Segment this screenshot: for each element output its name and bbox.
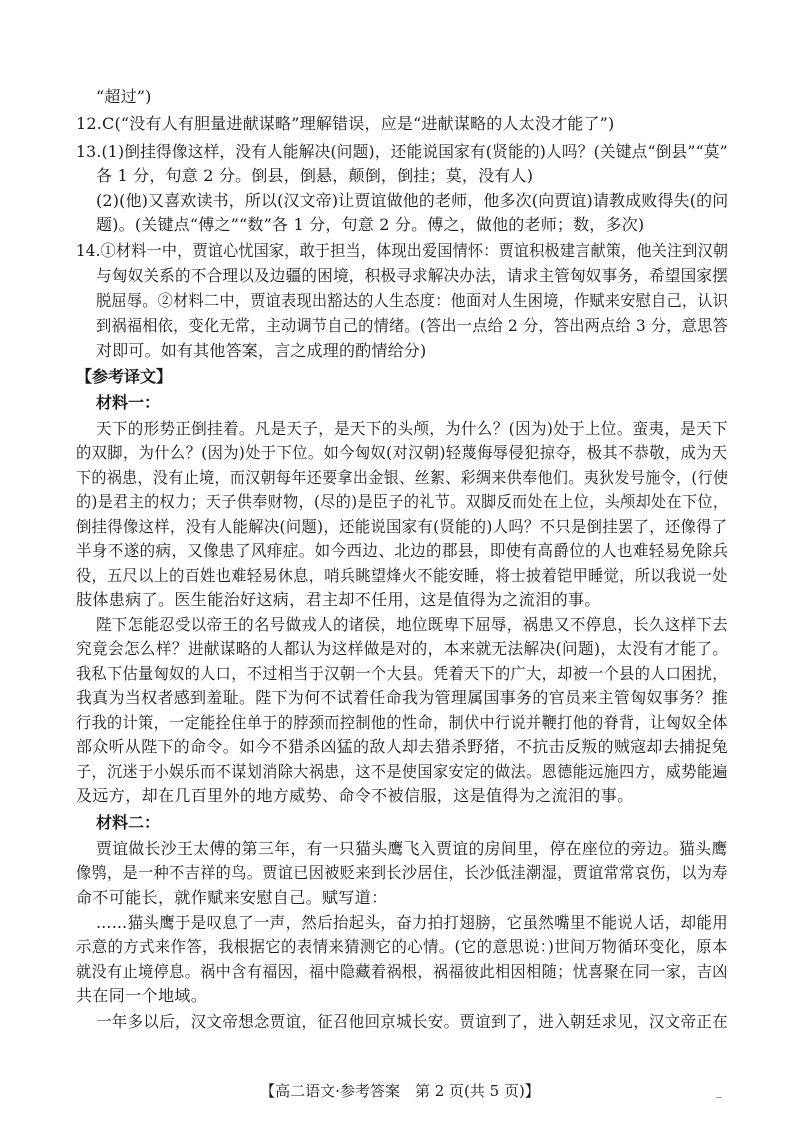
material-2-line: 一年多以后，汉文帝想念贾谊，征召他回京城长安。贾谊到了，进入朝廷求见，汉文帝正在 xyxy=(96,1012,729,1031)
material-1-line: 子，沉迷于小娱乐而不谋划消除大祸患，这不是使国家安定的做法。恩德能远施四方，威势能遍 xyxy=(76,762,728,781)
material-2-title: 材料二： xyxy=(96,813,161,832)
material-1-line: 究竟会怎么样？进献谋略的人都认为这样做是对的，本来就无法解决(问题)，太没有才能了。 xyxy=(76,639,729,658)
material-1-line: 役，五尺以上的百姓也难轻易休息，哨兵眺望烽火不能安睡，将士披着铠甲睡觉，所以我说一处 xyxy=(76,566,728,585)
answer-13-1-line: 13.(1)倒挂得像这样，没有人能解决(问题)，还能说国家有(贤能的)人吗？(关键点“倒县”“莫” xyxy=(76,142,728,161)
material-1-line: 肢体患病了。医生能治好这病，君主却不任用，这是值得为之流泪的事。 xyxy=(76,590,601,609)
material-1-line: 我真为当权者感到羞耻。陛下为何不试着任命我为管理属国事务的官员来主管匈奴事务？推 xyxy=(76,688,729,707)
material-1-line: 行我的计策，一定能拴住单于的脖颈而控制他的性命，制伏中行说并鞭打他的脊背，让匈奴全体 xyxy=(76,713,728,732)
material-2-line: ……猫头鹰于是叹息了一声，然后抬起头，奋力拍打翅膀，它虽然嘴里不能说人话，却能用 xyxy=(96,913,729,932)
answer-13-2-line: 题)。(关键点“傅之”“数”各 1 分，句意 2 分。傅之，做他的老师；数，多次) xyxy=(96,215,645,234)
answer-14-line: 14.①材料一中，贾谊心忧国家，敢于担当，体现出爱国情怀：贾谊积极建言献策，他关注到汉朝 xyxy=(76,241,729,260)
material-1-line: 天下的形势正倒挂着。凡是天子，是天下的头颅，为什么？(因为)处于上位。蛮夷，是天下 xyxy=(96,419,728,438)
material-1-line: 的)是君主的权力；天子供奉财物，(尽的)是臣子的礼节。双脚反而处在上位，头颅却处在下位， xyxy=(76,492,729,511)
answer-14-line: 到祸福相依，变化无常，主动调节自己的情绪。(答出一点给 2 分，答出两点给 3 分，意思答 xyxy=(96,316,728,335)
translation-heading: 【参考译文】 xyxy=(76,367,173,386)
answer-13-1-line: 各 1 分，句意 2 分。倒县，倒悬，颠倒，倒挂；莫，没有人) xyxy=(96,166,534,185)
material-1-line: 下的祸患，没有止境，而汉朝每年还要拿出金银、丝絮、彩绸来供奉他们。夷狄发号施令，(行使 xyxy=(76,468,729,487)
material-2-line: 贾谊做长沙王太傅的第三年，有一只猫头鹰飞入贾谊的房间里，停在座位的旁边。猫头鹰 xyxy=(96,839,728,858)
material-1-line: 部众听从陛下的命令。如今不猎杀凶猛的敌人却去猎杀野猪，不抗击反叛的贼寇却去捕捉兔 xyxy=(76,737,729,756)
page-footer: 【高二语文·参考答案 第 2 页(共 5 页)】 xyxy=(260,1082,540,1100)
answer-12: 12.C(“没有人有胆量进献谋略”理解错误，应是“进献谋略的人太没才能了”) xyxy=(76,114,615,133)
material-1-line: 及远方，却在几百里外的地方威势、命令不被信服，这是值得为之流泪的事。 xyxy=(76,786,634,805)
material-1-line: 的双脚，为什么？(因为)处于下位。如今匈奴(对汉朝)轻蔑侮辱侵犯掠夺，极其不恭敬，成为天 xyxy=(76,443,728,462)
material-1-line: 倒挂得像这样，没有人能解决(问题)，还能说国家有(贤能的)人吗？不只是倒挂罢了，还像得了 xyxy=(76,517,728,536)
material-2-line: 共在同一个地域。 xyxy=(76,986,208,1005)
answer-13-2-line: (2)(他)又喜欢读书，所以(汉文帝)让贾谊做他的老师，他多次(向贾谊)请教成败得失(的问 xyxy=(96,191,729,210)
answer-14-line: 对即可。如有其他答案，言之成理的酌情给分) xyxy=(96,341,427,360)
material-2-line: 示意的方式来作答，我根据它的表情来猜测它的心情。(它的意思说：)世间万物循环变化，原本 xyxy=(76,937,728,956)
material-1-line: 我私下估量匈奴的人口，不过相当于汉朝一个大县。凭着天下的广大，却被一个县的人口困扰， xyxy=(76,664,728,683)
material-2-line: 像鸮，是一种不吉祥的鸟。贾谊已因被贬来到长沙居住，长沙低洼潮湿，贾谊常常哀伤，以为寿 xyxy=(76,863,728,882)
material-2-line: 命不可能长，就作赋来安慰自己。赋写道： xyxy=(76,888,388,907)
material-1-title: 材料一： xyxy=(96,393,161,412)
answer-11-tail: “超过”) xyxy=(96,87,152,106)
corner-mark: – xyxy=(716,1090,722,1104)
material-1-line: 半身不遂的病，又像患了风痱症。如今西边、北边的郡县，即使有高爵位的人也难轻易免除兵 xyxy=(76,541,729,560)
material-1-line: 陛下怎能忍受以帝王的名号做戎人的诸侯，地位既卑下屈辱，祸患又不停息，长久这样下去 xyxy=(96,615,729,634)
material-2-line: 就没有止境停息。祸中含有福因，福中隐藏着祸根，祸福彼此相因相随；忧喜聚在同一家，吉凶 xyxy=(76,962,728,981)
answer-14-line: 与匈奴关系的不合理以及边疆的困境，积极寻求解决办法，请求主管匈奴事务，希望国家摆 xyxy=(96,266,729,285)
answer-14-line: 脱屈辱。②材料二中，贾谊表现出豁达的人生态度：他面对人生困境，作赋来安慰自己，认识 xyxy=(96,291,729,310)
